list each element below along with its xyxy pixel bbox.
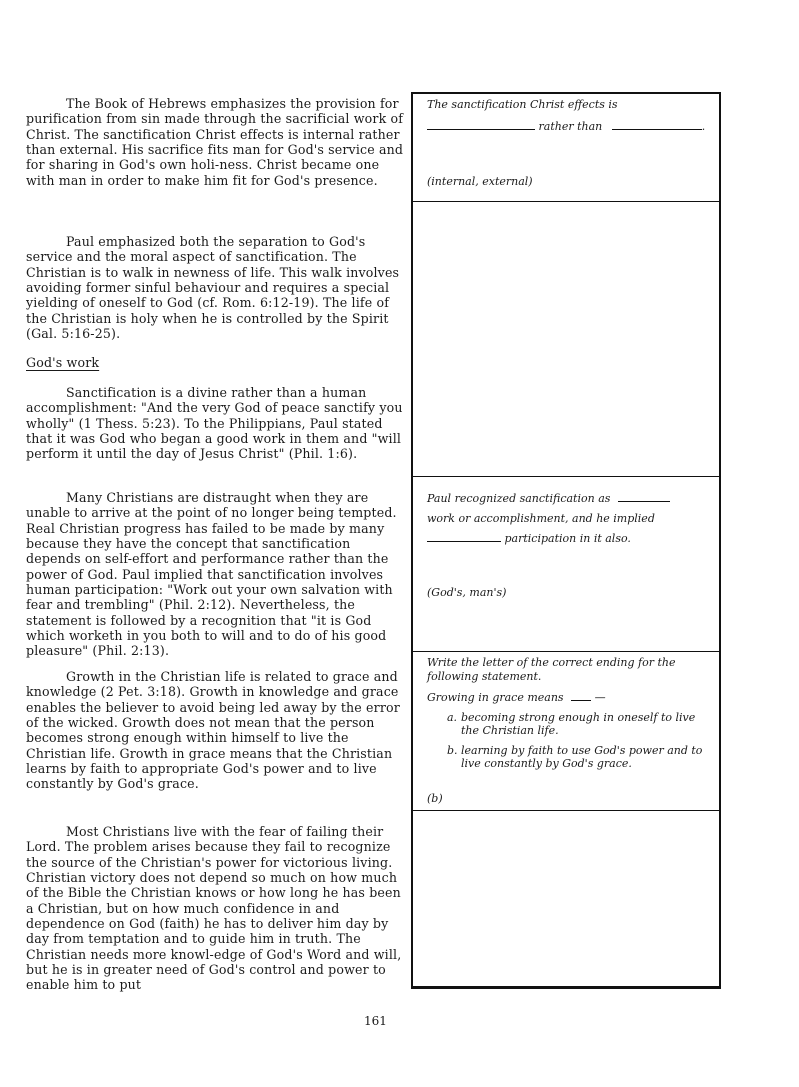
frame-2-answer: (God's, man's) xyxy=(427,586,507,599)
frame-2-line3: participation in it also. xyxy=(504,532,631,545)
answer-blank[interactable] xyxy=(618,489,670,502)
frame-1-question: The sanctification Christ effects is xyxy=(427,98,618,111)
answer-blank[interactable] xyxy=(571,690,591,701)
frame-1-period: . xyxy=(701,120,706,133)
frame-2 xyxy=(413,476,719,652)
answer-blank[interactable] xyxy=(612,117,702,130)
frame-2-line2: work or accomplishment, and he implied xyxy=(427,512,655,525)
paragraph-hebrews: The Book of Hebrews emphasizes the provision for purification from sin made through the sacrificial work of Christ. The sanctification Christ effects is internal rather than external. His sacrifice fits man for God's service and for sharing in God's own holi-ness. Christ became one with man in order to make him fit for God's presence. xyxy=(26,96,404,188)
frame-empty-bottom xyxy=(413,810,719,986)
answer-blank[interactable] xyxy=(427,117,535,130)
frame-3 xyxy=(413,651,719,811)
option-b: b. learning by faith to use God's power and to live constantly by God's grace. xyxy=(447,743,703,770)
answer-blank[interactable] xyxy=(427,529,501,542)
frame-3-instruction: Write the letter of the correct ending for the following statement. xyxy=(427,656,676,683)
frame-1 xyxy=(413,94,719,201)
frame-2-line1: Paul recognized sanctification as xyxy=(427,492,611,505)
paragraph-divine-accomplishment: Sanctification is a divine rather than a human accomplishment: "And the very God of peace sanctify you wholly" (1 Thess. 5:23). To the Philippians, Paul stated that it was God who began a good work in them and "will perform it until the day of Jesus Christ" (Phil. 1:6). xyxy=(26,385,403,462)
paragraph-fear-of-failing: Most Christians live with the fear of failing their Lord. The problem arises because they fail to recognize the source of the Christian's power for victorious living. Christian victory does not depend so much on how much of the Bible the Christian knows or how long he has been a Christian, but on how much confidence in and dependence on God (faith) he has to deliver him day by day from temptation and to guide him in truth. The Christian needs more knowl-edge of God's Word and will, but he is in greater need of God's control and power to enable him to put xyxy=(26,824,402,993)
paragraph-paul-emphasis: Paul emphasized both the separation to God's service and the moral aspect of sanctification. The Christian is to walk in newness of life. This walk involves avoiding former sinful behaviour and requires a special yielding of oneself to God (cf. Rom. 6:12-19). The life of the Christian is holy when he is controlled by the Spirit (Gal. 5:16-25). xyxy=(26,234,400,342)
frame-3-answer: (b) xyxy=(427,792,443,805)
frame-3-stem: Growing in grace means xyxy=(427,691,564,704)
frame-1-answer: (internal, external) xyxy=(427,175,533,188)
stem-dash: — xyxy=(594,691,606,704)
option-a: a. becoming strong enough in oneself to live the Christian life. xyxy=(447,710,696,737)
page-number: 161 xyxy=(364,1014,387,1028)
section-heading: God's work xyxy=(26,355,100,370)
study-frames-box xyxy=(411,92,721,989)
frame-1-middle: rather than xyxy=(538,120,603,133)
paragraph-distraught-christians: Many Christians are distraught when they are unable to arrive at the point of no longer being tempted. Real Christian progress has failed to be made by many because they have the concept that sanctification depends on self-effort and performance rather than the power of God. Paul implied that sanctification involves human participation: "Work out your own salvation with fear and trembling" (Phil. 2:12). Nevertheless, the statement is followed by a recognition that "it is God which worketh in you both to will and to do of his good pleasure" (Phil. 2:13). xyxy=(26,490,397,659)
paragraph-growth: Growth in the Christian life is related to grace and knowledge (2 Pet. 3:18). Growth in knowledge and grace enables the believer to avoid being led away by the error of the wicked. Growth does not mean that the person becomes strong enough within himself to live the Christian life. Growth in grace means that the Christian learns by faith to appropriate God's power and to live constantly by God's grace. xyxy=(26,669,400,792)
frame-empty xyxy=(413,201,719,477)
